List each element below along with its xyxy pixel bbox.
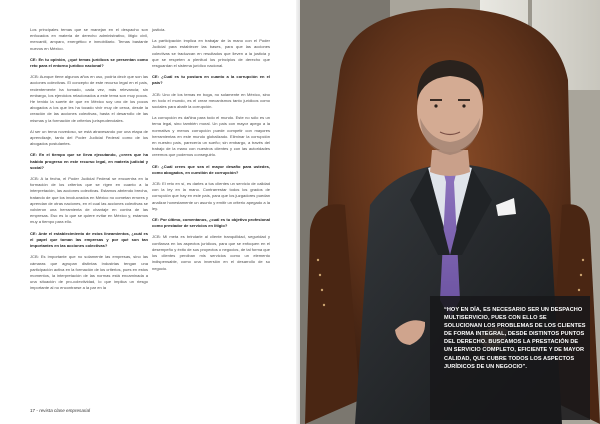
paragraph: justicia. — [152, 27, 166, 32]
page-footer — [30, 408, 90, 413]
interview-question: CE: En tu opinión, ¿qué temas jurídicos se presentan como reto para el entorno jurídico nacional? — [30, 56, 148, 69]
interview-question: CE: Ante el establecimiento de estos lineamientos, ¿cuál es el papel que toman las empresas y por qué son tan importantes en las acciones colectivas? — [30, 230, 148, 249]
magazine-name: revista clase empresarial — [39, 408, 91, 413]
paragraph: JCB: El reto en sí, es darles a tus clientes un servicio de calidad con la ley en la mano. Contrarrestar todos los grados de corrupción que hay en este país, para que los juzgadores puedan analizar honestamente un asunto y emitir un criterio apegado a la ley. — [152, 181, 270, 211]
page-number: 17 — [30, 408, 36, 413]
paragraph: JCB: Aunque tiene algunos años en uso, podría decir que son las acciones colectivas. El concepto de este recurso legal en el país, recientemente ha tomado, cada vez, más relevancia; sin embargo, los ejercicios relacionados a este tema son muy pocos. He tenido la suerte de que en México soy uno de los pocos abogados a los que les ha tocado vivir muy de cerca, desde la creación de las acciones colectivas, hasta el desarrollo de las mismas y la formación de criterios jurisprudenciales. — [30, 74, 148, 123]
interview-question: CE: ¿Cuál es tu postura en cuanto a la corrupción en el país? — [152, 74, 270, 86]
interview-question: CE: Por último, comentanos, ¿cuál es tu objetivo profesional como prestador de servicios en litigio? — [152, 217, 270, 229]
footer-separator: - — [35, 408, 40, 413]
paragraph: Al ser un tema novedoso, se está atravesando por una etapa de aprendizaje, tanto del Poder Judicial Federal como de los abogados postulantes. — [30, 128, 148, 147]
interview-question: CE: En el tiempo que se lleva ejecutando, ¿crees que ha habido progreso en este recurso legal, en materia judicial y social? — [30, 152, 148, 170]
right-page — [300, 0, 600, 424]
article-column-1 — [30, 27, 148, 297]
paragraph: JCB: Mi meta es brindarle al cliente tranquilidad, seguridad y confianza en los aspectos jurídicos, para que se enfoquen en el desempeño y éxito de sus proyectos o negocios, de tal forma que los clientes perciban mis servicios como un elemento indispensable, como una inversión en el desarrollo de su negocio. — [152, 234, 270, 271]
paragraph: JCB: A la fecha, el Poder Judicial Federal se encuentra en la formación de los criterios que se rigen en cuanto a la interpretación, las acciones colectivas. Estamos abriendo brecha, tratando de que los involucrados en México no cometan errores y aprendan de otras naciones, en el cual las acciones colectivas se volvieron una herramienta de chantaje en contra de las empresas. Eso es lo que se quiere evitar en México y, estamos muy a tiempo para ello. — [30, 176, 148, 225]
paragraph: La corrupción es dañina para todo el mundo. Este no sólo es un tema legal, sino también moral. Un país con mayor apego a la normativa y menos corrupción puede competir con mayores herramientas en este mundo globalizado. Eliminar la corrupción en nuestro país, parecería un sueño; sin embargo, a través del trabajo de la mano con nuestros clientes y con las autoridades creemos que podemos conseguirlo. — [152, 115, 270, 158]
paragraph: JCB: Es importante que no solamente las empresas, sino las cámaras que agrupan distintas industrias tengan una participación activa en la formación de los criterios, pues en estos momentos, la interpretación de las normas está encaminada a una situación de pro-colectividad, lo que implica un riesgo importante al no encontrarse a la par en la — [30, 254, 148, 291]
pull-quote: “HOY EN DÍA, ES NECESARIO SER UN DESPACHO MULTISERVICIO, PUES CON ELLO SE SOLUCIONAN LOS PROBLEMAS DE LOS CLIENTES DE FORMA INTEGRAL, DESDE DISTINTOS PUNTOS DEL DERECHO. BUSCAMOS LA PRESTACIÓN DE UN SERVICIO COMPLETO, EFICIENTE Y DE MAYOR CALIDAD, QUE CUBRE TODOS LOS ASPECTOS JURÍDICOS DE UN NEGOCIO”. — [444, 307, 586, 370]
paragraph: Los principales temas que se manejan en el despacho son enfocados en materia de derecho administrativo, litigio civil, mercantil, amparo, energético e inmobiliario. Temas bastante nuevos en México. — [30, 27, 148, 51]
paragraph: La participación implica en trabajar de la mano con el Poder Judicial para establecer las bases, para que las acciones colectivas se traduzcan en resultados que lleven a la justicia y que se respeten a plenitud los principios de derecho que resguardan el sistema jurídico nacional. — [152, 38, 270, 69]
interview-question: CE: ¿Cuál crees que sea el mayor desafío para ustedes, como abogados, en cuestión de corrupción? — [152, 163, 270, 175]
paragraph: JCB: Uno de los temas en boga, no solamente en México, sino en todo el mundo, es el crear mecanismos tanto jurídicos como sociales para abatir la corrupción. — [152, 91, 270, 110]
article-column-2 — [152, 27, 270, 277]
